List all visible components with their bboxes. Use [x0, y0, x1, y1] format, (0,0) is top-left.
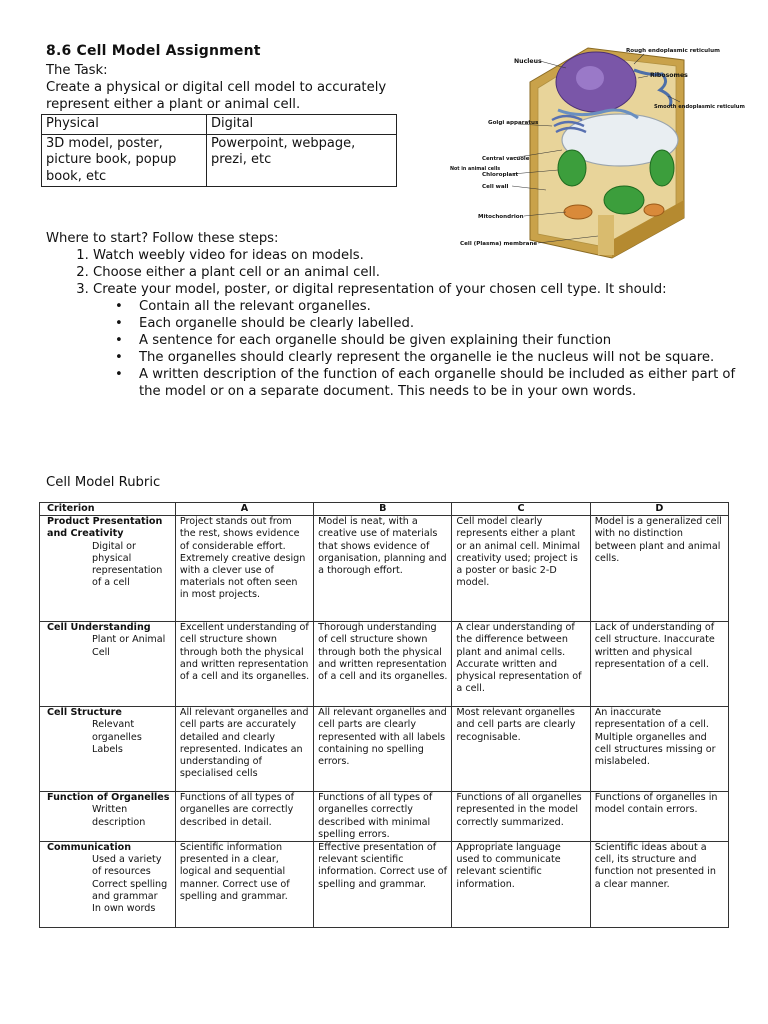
criterion-detail: Labels [92, 743, 123, 755]
page-title: 8.6 Cell Model Assignment [46, 43, 261, 59]
criterion-detail: Plant or Animal Cell [92, 634, 166, 658]
header-grade-d: D [590, 503, 728, 516]
instructions-section [46, 230, 746, 400]
grade-a-cell: Project stands out from the rest, shows evidence of considerable effort. Extremely creative design with a clever use of materials not often seen in most projects. [175, 516, 313, 622]
header-grade-b: B [314, 503, 452, 516]
physical-examples: 3D model, poster, picture book, popup book, etc [42, 134, 207, 187]
requirement-item: • Each organelle should be clearly labelled. [139, 315, 746, 332]
label-ribosomes: Ribosomes [650, 72, 688, 79]
label-smooth-er: Smooth endoplasmic reticulum [654, 104, 745, 110]
task-text: Create a physical or digital cell model to accurately represent either a plant or animal cell. [46, 80, 387, 112]
physical-header: Physical [42, 115, 207, 135]
criterion-name: Function of Organelles [47, 792, 170, 804]
digital-header: Digital [207, 115, 397, 135]
grade-b-cell: Effective presentation of relevant scientific information. Correct use of spelling and grammar. [314, 842, 452, 928]
table-row [40, 792, 729, 842]
criterion-detail: Digital or physical representation of a cell [92, 540, 163, 589]
requirements-list [93, 298, 746, 400]
rubric-header-row [40, 503, 729, 516]
grade-c-cell: Cell model clearly represents either a plant or an animal cell. Minimal creativity used; project is a poster or basic 2-D model. [452, 516, 590, 622]
grade-a-cell: Functions of all types of organelles are correctly described in detail. [175, 792, 313, 842]
step-item: 1. Watch weebly video for ideas on models. [93, 247, 746, 264]
table-row [40, 707, 729, 792]
label-nucleus: Nucleus [514, 58, 542, 65]
label-cell-wall: Cell wall [482, 184, 509, 190]
table-row [40, 842, 729, 928]
requirement-item: • A sentence for each organelle should be given explaining their function [139, 332, 746, 349]
criterion-cell [40, 792, 176, 842]
label-not-in-animal: Not in animal cells [450, 167, 501, 172]
criterion-cell [40, 842, 176, 928]
grade-c-cell: Functions of all organelles represented in the model correctly summarized. [452, 792, 590, 842]
label-cell-membrane: Cell (Plasma) membrane [460, 241, 538, 247]
step-item: 2. Choose either a plant cell or an animal cell. [93, 264, 746, 281]
model-type-table [41, 114, 397, 187]
header-criterion: Criterion [40, 503, 176, 516]
criterion-name: Product Presentation and Creativity [47, 516, 163, 540]
header-grade-a: A [175, 503, 313, 516]
criterion-detail: In own words [92, 903, 156, 915]
criterion-name: Cell Structure [47, 707, 122, 719]
grade-c-cell: A clear understanding of the difference between plant and animal cells. Accurate written and physical representation of a cell. [452, 622, 590, 707]
requirement-item: • The organelles should clearly represent the organelle ie the nucleus will not be square. [139, 349, 746, 366]
grade-c-cell: Most relevant organelles and cell parts are clearly recognisable. [452, 707, 590, 792]
rubric-table [39, 502, 729, 928]
table-row [40, 516, 729, 622]
grade-d-cell: Functions of organelles in model contain errors. [590, 792, 728, 842]
grade-d-cell: Model is a generalized cell with no distinction between plant and animal cells. [590, 516, 728, 622]
rubric-title: Cell Model Rubric [46, 475, 161, 490]
criterion-cell [40, 516, 176, 622]
label-rough-er: Rough endoplasmic reticulum [626, 48, 720, 54]
grade-d-cell: An inaccurate representation of a cell. Multiple organelles and cell structures missing or mislabeled. [590, 707, 728, 792]
grade-d-cell: Lack of understanding of cell structure. Inaccurate written and physical representation of a cell. [590, 622, 728, 707]
step-text: Create your model, poster, or digital representation of your chosen cell type. It should: [93, 282, 667, 297]
label-chloroplast: Chloroplast [482, 172, 519, 178]
grade-c-cell: Appropriate language used to communicate relevant scientific information. [452, 842, 590, 928]
digital-examples: Powerpoint, webpage, prezi, etc [207, 134, 397, 187]
criterion-detail: Correct spelling and grammar [92, 878, 168, 902]
criterion-detail: Written description [92, 804, 146, 828]
grade-b-cell: Thorough understanding of cell structure shown through both the physical and written representation of a cell and its organelles. [314, 622, 452, 707]
steps-list [46, 247, 746, 400]
grade-b-cell: Functions of all types of organelles correctly described with minimal spelling errors. [314, 792, 452, 842]
label-central-vacuole: Central vacuole [482, 156, 530, 162]
criterion-name: Communication [47, 842, 132, 854]
grade-d-cell: Scientific ideas about a cell, its structure and function not presented in a clear manner. [590, 842, 728, 928]
header-grade-c: C [452, 503, 590, 516]
label-mitochondrion: Mitochondrion [478, 214, 524, 220]
grade-a-cell: All relevant organelles and cell parts are accurately detailed and clearly represented. Indicates an understanding of specialised cells [175, 707, 313, 792]
table-row [40, 622, 729, 707]
grade-b-cell: All relevant organelles and cell parts are clearly represented with all labels containing no spelling errors. [314, 707, 452, 792]
label-golgi: Golgi apparatus [488, 120, 539, 126]
criterion-detail: Relevant organelles [92, 719, 142, 743]
grade-a-cell: Scientific information presented in a clear, logical and sequential manner. Correct use of spelling and grammar. [175, 842, 313, 928]
requirement-item: • A written description of the function of each organelle should be included as either part of the model or on a separate document. This needs to be in your own words. [139, 366, 746, 400]
grade-a-cell: Excellent understanding of cell structure shown through both the physical and written representation of a cell and its organelles. [175, 622, 313, 707]
task-label: The Task: [46, 63, 108, 78]
grade-b-cell: Model is neat, with a creative use of materials that shows evidence of organisation, planning and a thorough effort. [314, 516, 452, 622]
criterion-cell [40, 622, 176, 707]
criterion-detail: Used a variety of resources [92, 854, 162, 878]
requirement-item: • Contain all the relevant organelles. [139, 298, 746, 315]
step-item [93, 281, 746, 400]
instructions-heading: Where to start? Follow these steps: [46, 231, 279, 246]
criterion-cell [40, 707, 176, 792]
criterion-name: Cell Understanding [47, 622, 151, 634]
